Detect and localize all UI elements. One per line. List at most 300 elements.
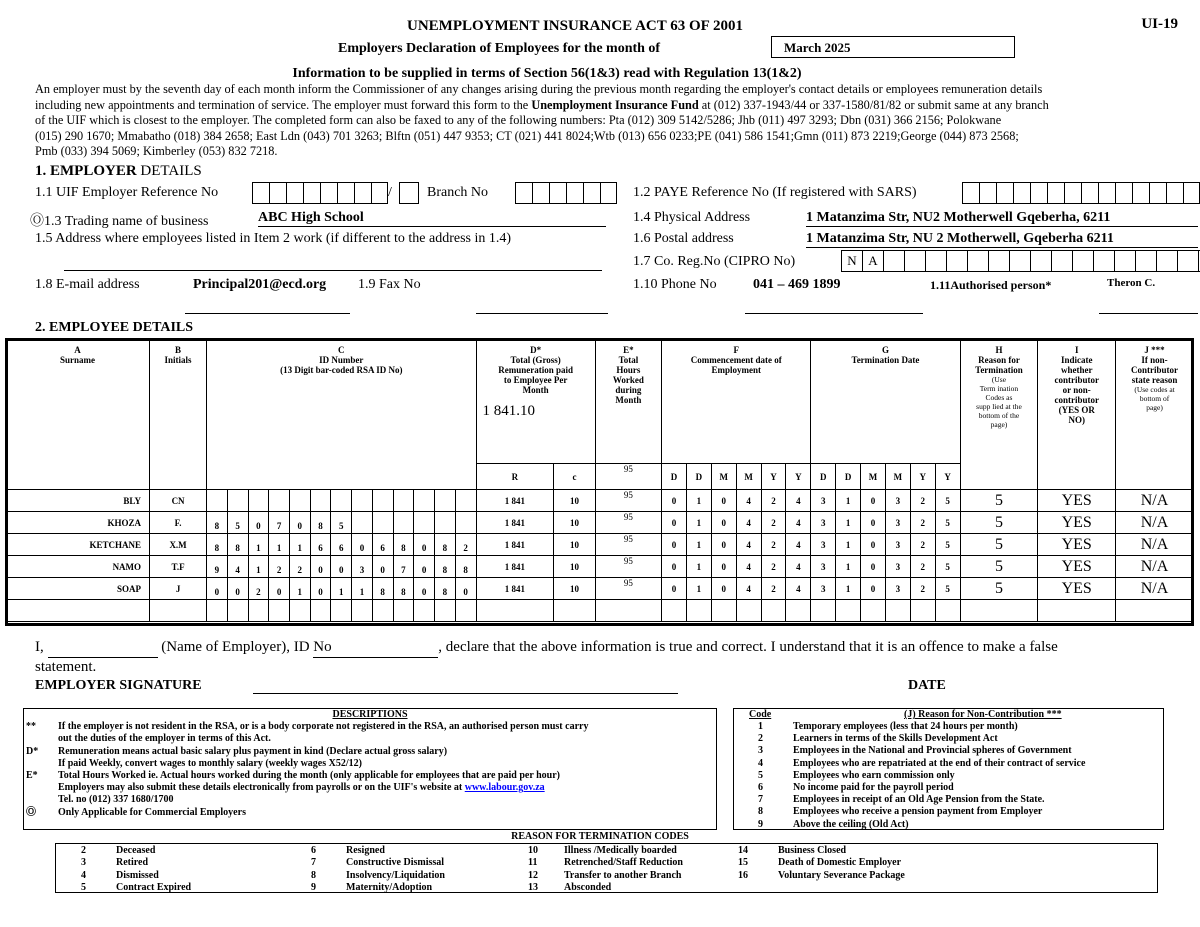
empty-cell[interactable]	[861, 600, 886, 622]
col-h-label-line: Reason for	[978, 355, 1020, 365]
end-date-cell[interactable]: 2	[910, 512, 935, 534]
id-digit-cell[interactable]: 8	[310, 512, 331, 534]
end-date-cell[interactable]: 3	[885, 578, 910, 600]
empty-cell[interactable]	[811, 600, 836, 622]
empty-cell[interactable]	[227, 600, 248, 622]
id-digit-cell[interactable]: 0	[331, 556, 352, 578]
empty-cell[interactable]	[1038, 600, 1116, 622]
phone-field[interactable]: 041 – 469 1899	[753, 277, 841, 292]
empty-cell[interactable]	[910, 600, 935, 622]
id-digit-cell[interactable]: 2	[289, 556, 310, 578]
declaration-title: Employers Declaration of Employees for the month of	[338, 41, 661, 56]
id-digit-cell[interactable]: 5	[331, 512, 352, 534]
coreg-box[interactable]	[1051, 250, 1072, 272]
start-date-cell[interactable]: 4	[786, 556, 811, 578]
surname-cell[interactable]: KETCHANE	[6, 534, 150, 556]
termination-code: 13	[528, 881, 538, 893]
termination-reason: Death of Domestic Employer	[778, 857, 902, 869]
id-digit-cell[interactable]: 1	[289, 578, 310, 600]
end-date-cell[interactable]: 3	[811, 578, 836, 600]
id-digit-cell[interactable]: 0	[414, 556, 435, 578]
rand-cell[interactable]: 1 841	[476, 556, 554, 578]
id-digit-cell[interactable]: 1	[289, 534, 310, 556]
col-i-label-line: whether	[1060, 365, 1093, 375]
id-digit-cell[interactable]: 8	[434, 578, 455, 600]
description-mark: E*	[26, 769, 38, 781]
contributor-cell[interactable]: YES	[1038, 512, 1116, 534]
id-digit-cell[interactable]	[434, 490, 455, 512]
col-c-header	[207, 339, 476, 490]
col-g-label	[811, 345, 959, 365]
reason-cell[interactable]: 5	[960, 556, 1038, 578]
empty-cell[interactable]	[150, 600, 207, 622]
id-digit-cell[interactable]: 0	[414, 578, 435, 600]
empty-cell[interactable]	[662, 600, 687, 622]
end-date-cell[interactable]: 2	[910, 578, 935, 600]
reason-cell[interactable]: 5	[960, 578, 1038, 600]
coreg-box[interactable]	[904, 250, 925, 272]
end-date-cell[interactable]: 3	[885, 534, 910, 556]
termination-code: 6	[311, 845, 316, 856]
initials-cell[interactable]: X.M	[150, 534, 207, 556]
id-digit-cell[interactable]: 8	[393, 578, 414, 600]
id-digit-cell[interactable]: 1	[269, 534, 290, 556]
coreg-box[interactable]	[1030, 250, 1051, 272]
contributor-cell[interactable]: YES	[1038, 578, 1116, 600]
col-c-label-line: C	[338, 345, 345, 355]
id-digit-cell[interactable]	[352, 490, 373, 512]
end-date-cell[interactable]: 0	[861, 556, 886, 578]
postal-address-field[interactable]: 1 Matanzima Str, NU 2 Motherwell, Gqeberha 6211	[806, 231, 1198, 248]
start-date-cell[interactable]: 1	[686, 556, 711, 578]
id-digit-cell[interactable]: 8	[207, 512, 228, 534]
end-date-cell[interactable]: 1	[836, 512, 861, 534]
id-digit-cell[interactable]: 2	[455, 534, 476, 556]
noncontrib-text: Learners in terms of the Skills Development Act	[793, 733, 998, 745]
id-digit-cell[interactable]: 1	[248, 556, 269, 578]
end-date-letter: D	[811, 464, 836, 490]
contributor-cell[interactable]: YES	[1038, 556, 1116, 578]
empty-cell[interactable]	[393, 600, 414, 622]
col-h-note	[961, 375, 1038, 429]
id-digit-cell[interactable]: 8	[434, 534, 455, 556]
id-digit-cell[interactable]: 3	[352, 556, 373, 578]
termination-code: 9	[311, 881, 316, 893]
coreg-box[interactable]	[1156, 250, 1177, 272]
empty-cell[interactable]	[960, 600, 1038, 622]
col-c-label	[207, 345, 475, 375]
start-date-cell[interactable]: 0	[711, 578, 736, 600]
start-date-cell[interactable]: 2	[761, 534, 786, 556]
id-digit-cell[interactable]: 8	[207, 534, 228, 556]
physical-address-field[interactable]: 1 Matanzima Str, NU2 Motherwell Gqeberha, 6211	[806, 210, 1198, 227]
id-digit-cell[interactable]: 1	[248, 534, 269, 556]
cent-cell[interactable]: 10	[554, 490, 595, 512]
coreg-box[interactable]	[1177, 250, 1198, 272]
id-digit-cell[interactable]: 8	[227, 534, 248, 556]
initials-cell[interactable]: T.F	[150, 556, 207, 578]
branch-boxes[interactable]	[515, 182, 617, 204]
noncontrib-item	[734, 806, 1163, 818]
col-i-label-line: contributor	[1054, 375, 1099, 385]
coreg-box[interactable]: A	[862, 250, 883, 272]
description-item	[24, 782, 716, 794]
descriptions-box	[23, 708, 717, 830]
start-date-cell[interactable]: 4	[736, 490, 761, 512]
surname-cell[interactable]: BLY	[6, 490, 150, 512]
reason-cell[interactable]: 5	[960, 534, 1038, 556]
fax-underline[interactable]	[476, 313, 608, 314]
coreg-box[interactable]	[883, 250, 904, 272]
empty-cell[interactable]	[414, 600, 435, 622]
id-digit-cell[interactable]: 2	[248, 578, 269, 600]
start-date-cell[interactable]: 0	[662, 556, 687, 578]
description-item	[24, 721, 716, 733]
empty-cell[interactable]	[207, 600, 228, 622]
id-digit-cell[interactable]	[393, 490, 414, 512]
id-digit-cell[interactable]: 7	[393, 556, 414, 578]
end-date-cell[interactable]: 3	[885, 556, 910, 578]
end-date-cell[interactable]: 1	[836, 556, 861, 578]
contributor-cell[interactable]: YES	[1038, 534, 1116, 556]
signature-field[interactable]	[253, 693, 678, 694]
end-date-cell[interactable]: 3	[811, 512, 836, 534]
id-digit-cell[interactable]: 6	[372, 534, 393, 556]
end-date-cell[interactable]: 2	[910, 490, 935, 512]
id-digit-cell[interactable]: 2	[269, 556, 290, 578]
end-date-cell[interactable]: 1	[836, 578, 861, 600]
cent-cell[interactable]: 10	[554, 578, 595, 600]
start-date-cell[interactable]: 2	[761, 556, 786, 578]
start-date-cell[interactable]: 0	[662, 490, 687, 512]
id-digit-cell[interactable]: 8	[455, 556, 476, 578]
initials-cell[interactable]: J	[150, 578, 207, 600]
id-digit-cell[interactable]: 0	[372, 556, 393, 578]
start-date-cell[interactable]: 2	[761, 512, 786, 534]
start-date-cell[interactable]: 4	[786, 534, 811, 556]
empty-cell[interactable]	[269, 600, 290, 622]
start-date-cell[interactable]: 1	[686, 534, 711, 556]
coreg-box[interactable]	[1009, 250, 1030, 272]
start-date-cell[interactable]: 4	[736, 534, 761, 556]
coreg-box[interactable]	[1072, 250, 1093, 272]
col-i-label-line: or non-	[1062, 385, 1091, 395]
noncontrib-cell[interactable]: N/A	[1116, 556, 1194, 578]
id-digit-cell[interactable]: 8	[434, 556, 455, 578]
start-date-cell[interactable]: 0	[711, 490, 736, 512]
hours-cell[interactable]: 95	[595, 534, 661, 556]
coreg-box[interactable]	[1093, 250, 1114, 272]
reason-cell[interactable]: 5	[960, 490, 1038, 512]
start-date-cell[interactable]: 4	[736, 512, 761, 534]
col-h-note-line: page)	[990, 420, 1008, 429]
end-date-cell[interactable]: 5	[935, 556, 960, 578]
id-digit-cell[interactable]	[393, 512, 414, 534]
empty-cell[interactable]	[455, 600, 476, 622]
start-date-cell[interactable]: 4	[736, 556, 761, 578]
termination-code: 15	[738, 857, 748, 869]
intro-line-5: Pmb (033) 394 5069; Kimberley (053) 832 7218.	[35, 144, 278, 159]
start-date-cell[interactable]: 2	[761, 578, 786, 600]
surname-cell[interactable]: NAMO	[6, 556, 150, 578]
empty-cell[interactable]	[289, 600, 310, 622]
empty-cell[interactable]	[476, 600, 554, 622]
noncontrib-item	[734, 794, 1163, 806]
end-date-cell[interactable]: 1	[836, 534, 861, 556]
empty-cell[interactable]	[935, 600, 960, 622]
end-date-cell[interactable]: 0	[861, 578, 886, 600]
cent-cell[interactable]: 10	[554, 512, 595, 534]
id-digit-cell[interactable]	[414, 490, 435, 512]
id-digit-cell[interactable]	[248, 490, 269, 512]
coreg-boxes[interactable]	[841, 250, 1200, 272]
empty-cell[interactable]	[248, 600, 269, 622]
end-date-cell[interactable]: 3	[811, 534, 836, 556]
table-row	[6, 534, 1194, 556]
termination-code: 3	[81, 857, 86, 869]
table-row	[6, 512, 1194, 534]
id-digit-cell[interactable]	[372, 490, 393, 512]
id-digit-cell[interactable]	[269, 490, 290, 512]
id-digit-cell[interactable]	[352, 512, 373, 534]
uif-ref-check-box[interactable]	[399, 182, 419, 204]
id-digit-cell[interactable]	[434, 512, 455, 534]
empty-cell[interactable]	[554, 600, 595, 622]
coreg-label: 1.7 Co. Reg.No (CIPRO No)	[633, 254, 796, 269]
end-date-cell[interactable]: 5	[935, 578, 960, 600]
col-i-header	[1038, 339, 1116, 490]
description-text: If paid Weekly, convert wages to monthly salary (weekly wages X52/12)	[58, 757, 362, 769]
id-digit-cell[interactable]: 0	[248, 512, 269, 534]
id-digit-cell[interactable]: 4	[227, 556, 248, 578]
end-date-cell[interactable]: 5	[935, 534, 960, 556]
termination-code: 8	[311, 869, 316, 881]
coreg-box[interactable]	[988, 250, 1009, 272]
end-date-cell[interactable]: 0	[861, 490, 886, 512]
col-c-label-line: ID Number	[319, 355, 364, 365]
end-date-cell[interactable]: 3	[811, 490, 836, 512]
termination-reason: Transfer to another Branch	[564, 869, 682, 881]
empty-cell[interactable]	[6, 600, 150, 622]
id-digit-cell[interactable]: 0	[414, 534, 435, 556]
reason-cell[interactable]: 5	[960, 512, 1038, 534]
id-digit-cell[interactable]	[310, 490, 331, 512]
id-digit-cell[interactable]	[289, 490, 310, 512]
id-digit-cell[interactable]	[227, 490, 248, 512]
empty-cell[interactable]	[686, 600, 711, 622]
empty-cell[interactable]	[786, 600, 811, 622]
rand-cell[interactable]: 1 841	[476, 512, 554, 534]
empty-cell[interactable]	[836, 600, 861, 622]
descriptions-list	[24, 721, 716, 819]
noncontrib-cell[interactable]: N/A	[1116, 512, 1194, 534]
employer-name-field[interactable]	[48, 638, 158, 658]
noncontrib-code: 9	[758, 818, 763, 830]
end-date-cell[interactable]: 1	[836, 490, 861, 512]
start-date-cell[interactable]: 0	[711, 534, 736, 556]
termination-reason: Illness /Medically boarded	[564, 845, 677, 856]
id-digit-cell[interactable]: 6	[310, 534, 331, 556]
start-date-cell[interactable]: 2	[761, 490, 786, 512]
table-row	[6, 490, 1194, 512]
col-f-label-line: F	[733, 345, 739, 355]
surname-cell[interactable]: KHOZA	[6, 512, 150, 534]
trading-name-field[interactable]: ABC High School	[258, 210, 606, 227]
start-date-cell[interactable]: 1	[686, 578, 711, 600]
empty-cell[interactable]	[331, 600, 352, 622]
col-i-label-line: NO)	[1068, 415, 1085, 425]
initials-cell[interactable]: F.	[150, 512, 207, 534]
id-digit-cell[interactable]: 0	[455, 578, 476, 600]
coreg-box[interactable]	[967, 250, 988, 272]
end-date-cell[interactable]: 5	[935, 490, 960, 512]
end-date-cell[interactable]: 0	[861, 534, 886, 556]
coreg-box[interactable]: N	[841, 250, 862, 272]
noncontrib-cell[interactable]: N/A	[1116, 578, 1194, 600]
termination-code: 5	[81, 881, 86, 893]
id-digit-cell[interactable]	[455, 490, 476, 512]
id-digit-cell[interactable]: 8	[393, 534, 414, 556]
termination-code: 14	[738, 845, 748, 856]
end-date-cell[interactable]: 2	[910, 556, 935, 578]
id-digit-cell[interactable]: 5	[227, 512, 248, 534]
month-field[interactable]: March 2025	[771, 36, 1015, 58]
cent-cell[interactable]: 10	[554, 556, 595, 578]
paye-boxes[interactable]	[962, 182, 1200, 204]
id-digit-cell[interactable]: 8	[372, 578, 393, 600]
id-digit-cell[interactable]: 6	[331, 534, 352, 556]
hours-cell[interactable]: 95	[595, 578, 661, 600]
empty-cell[interactable]	[434, 600, 455, 622]
empty-cell[interactable]	[761, 600, 786, 622]
rand-cell[interactable]: 1 841	[476, 534, 554, 556]
empty-cell[interactable]	[1116, 600, 1194, 622]
intro-line-2a: including new appointments and termination of service. The employer must forward this form to the	[35, 97, 532, 112]
empty-cell[interactable]	[372, 600, 393, 622]
id-digit-cell[interactable]	[455, 512, 476, 534]
contributor-cell[interactable]: YES	[1038, 490, 1116, 512]
description-item	[24, 758, 716, 770]
employer-id-field[interactable]	[313, 638, 438, 658]
id-digit-cell[interactable]: 0	[310, 556, 331, 578]
id-digit-cell[interactable]	[414, 512, 435, 534]
col-f-label-line: Commencement date of	[690, 355, 782, 365]
surname-cell[interactable]: SOAP	[6, 578, 150, 600]
start-date-cell[interactable]: 0	[662, 512, 687, 534]
col-e-label-line: during	[615, 385, 642, 395]
cent-cell[interactable]: 10	[554, 534, 595, 556]
start-date-cell[interactable]: 4	[786, 512, 811, 534]
coreg-box[interactable]	[1114, 250, 1135, 272]
col-d-value: 1 841.10	[482, 403, 536, 419]
col-i-label-line: (YES OR	[1058, 405, 1095, 415]
employer-section-label: DETAILS	[136, 163, 202, 179]
labour-website-link[interactable]: www.labour.gov.za	[464, 782, 545, 794]
end-date-cell[interactable]: 2	[910, 534, 935, 556]
id-digit-cell[interactable]: 7	[269, 512, 290, 534]
noncontrib-cell[interactable]: N/A	[1116, 534, 1194, 556]
end-date-cell[interactable]: 3	[885, 512, 910, 534]
empty-cell[interactable]	[711, 600, 736, 622]
start-date-cell[interactable]: 4	[786, 490, 811, 512]
auth-person-field[interactable]: Theron C.	[1107, 277, 1156, 289]
start-date-cell[interactable]: 0	[662, 534, 687, 556]
start-date-cell[interactable]: 0	[711, 556, 736, 578]
hours-cell[interactable]: 95	[595, 512, 661, 534]
col-i-label-line: I	[1074, 345, 1079, 355]
uif-ref-boxes[interactable]	[252, 182, 388, 204]
col-b-header	[150, 339, 207, 490]
info-title: Information to be supplied in terms of Section 56(1&3) read with Regulation 13(1&2)	[292, 66, 802, 81]
initials-cell[interactable]: CN	[150, 490, 207, 512]
start-date-letter: Y	[761, 464, 786, 490]
id-digit-cell[interactable]: 0	[310, 578, 331, 600]
id-digit-cell[interactable]: 0	[207, 578, 228, 600]
coreg-box[interactable]	[1135, 250, 1156, 272]
end-date-cell[interactable]: 0	[861, 512, 886, 534]
start-date-cell[interactable]: 0	[711, 512, 736, 534]
empty-cell[interactable]	[310, 600, 331, 622]
empty-cell[interactable]	[595, 600, 661, 622]
start-date-cell[interactable]: 4	[786, 578, 811, 600]
rand-cell[interactable]: 1 841	[476, 578, 554, 600]
noncontrib-cell[interactable]: N/A	[1116, 490, 1194, 512]
description-text: out the duties of the employer in terms of this Act.	[58, 733, 271, 745]
coreg-box[interactable]	[946, 250, 967, 272]
start-date-cell[interactable]: 1	[686, 490, 711, 512]
employee-table	[5, 338, 1194, 622]
col-j-label-line: J ***	[1144, 345, 1165, 355]
id-digit-cell[interactable]: 9	[207, 556, 228, 578]
noncontrib-code: 1	[758, 721, 763, 732]
empty-cell[interactable]	[352, 600, 373, 622]
description-item	[24, 770, 716, 782]
end-date-letter: Y	[935, 464, 960, 490]
end-date-cell[interactable]: 5	[935, 512, 960, 534]
start-date-cell[interactable]: 1	[686, 512, 711, 534]
id-digit-cell[interactable]: 0	[352, 534, 373, 556]
col-f-label-line: Employment	[711, 365, 761, 375]
rand-cell[interactable]: 1 841	[476, 490, 554, 512]
email-field[interactable]: Principal201@ecd.org	[193, 277, 327, 292]
id-digit-cell[interactable]: 0	[289, 512, 310, 534]
coreg-box[interactable]	[925, 250, 946, 272]
end-date-cell[interactable]: 3	[885, 490, 910, 512]
id-digit-cell[interactable]	[372, 512, 393, 534]
col-h-label-line: H	[995, 345, 1003, 355]
id-digit-cell[interactable]: 0	[269, 578, 290, 600]
col-a-header	[6, 339, 150, 490]
work-address-field[interactable]	[64, 254, 602, 271]
id-digit-cell[interactable]: 1	[331, 578, 352, 600]
start-date-cell[interactable]: 0	[662, 578, 687, 600]
hours-cell[interactable]: 95	[595, 490, 661, 512]
id-digit-cell[interactable]: 1	[352, 578, 373, 600]
col-d-label-line: Month	[522, 385, 549, 395]
empty-cell[interactable]	[736, 600, 761, 622]
id-digit-cell[interactable]	[331, 490, 352, 512]
physical-address-label: 1.4 Physical Address	[633, 210, 751, 225]
termination-reason: Absconded	[564, 881, 612, 893]
empty-cell[interactable]	[885, 600, 910, 622]
end-date-cell[interactable]: 3	[811, 556, 836, 578]
start-date-cell[interactable]: 4	[736, 578, 761, 600]
hours-cell[interactable]: 95	[595, 556, 661, 578]
noncontrib-text: No income paid for the payroll period	[793, 781, 954, 793]
id-digit-cell[interactable]	[207, 490, 228, 512]
id-digit-cell[interactable]: 0	[227, 578, 248, 600]
end-date-letter: Y	[910, 464, 935, 490]
